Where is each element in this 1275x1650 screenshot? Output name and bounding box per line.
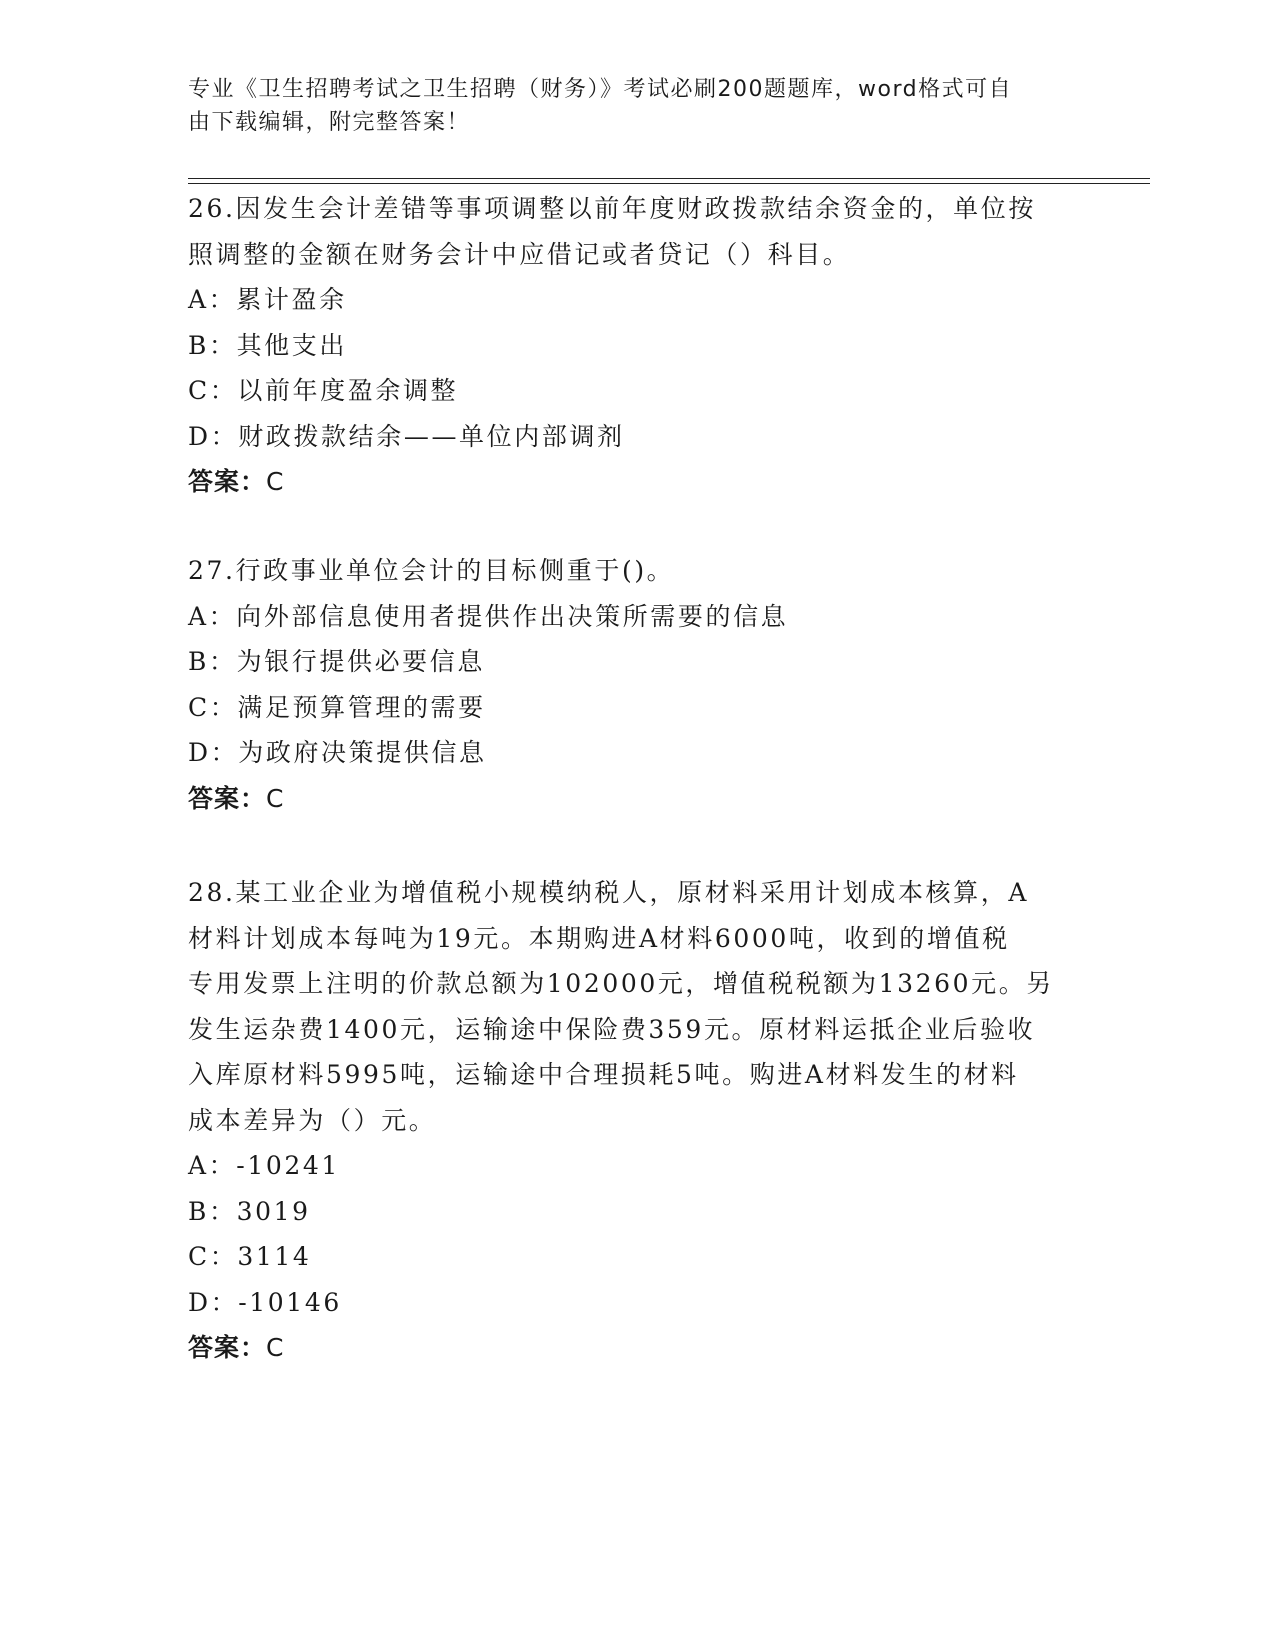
option-text: -10241 [236, 1151, 340, 1180]
option-b [188, 323, 1088, 369]
option-text: 向外部信息使用者提供作出决策所需要的信息 [236, 601, 789, 631]
option-key: B： [188, 1196, 237, 1226]
option-text: -10146 [238, 1287, 342, 1317]
option-key: A： [188, 285, 237, 314]
header-line-1: 专业《卫生招聘考试之卫生招聘（财务）》考试必刷200题题库，word格式可自 [188, 77, 1013, 102]
option-d [188, 730, 1088, 776]
answer [188, 776, 1088, 822]
option-d [188, 414, 1088, 460]
header-divider-bottom [188, 183, 1150, 184]
question-stem-line: 26.因发生会计差错等事项调整以前年度财政拨款结余资金的，单位按 [188, 194, 1036, 223]
question-28 [188, 870, 1088, 1371]
answer-label: 答案： [188, 783, 267, 813]
answer [188, 1325, 1088, 1371]
option-text: 财政拨款结余——单位内部调剂 [238, 421, 625, 451]
option-d [188, 1280, 1088, 1326]
question-stem-line: 材料计划成本每吨为19元。本期购进A材料6000吨，收到的增值税 [188, 923, 1010, 953]
option-key: B： [188, 647, 237, 676]
question-stem-line: 27.行政事业单位会计的目标侧重于()。 [188, 556, 675, 585]
option-text: 为政府决策提供信息 [238, 738, 487, 767]
option-text: 其他支出 [236, 330, 347, 360]
option-text: 为银行提供必要信息 [236, 647, 485, 676]
option-key: D： [188, 738, 239, 767]
option-key: C： [188, 376, 238, 405]
option-key: D： [188, 1287, 239, 1317]
option-text: 3114 [237, 1242, 312, 1271]
option-text: 满足预算管理的需要 [237, 692, 486, 722]
question-27 [188, 548, 1088, 821]
header-line-2: 由下载编辑，附完整答案！ [188, 110, 471, 135]
answer-value: C [266, 467, 285, 496]
question-stem-line: 28.某工业企业为增值税小规模纳税人，原材料采用计划成本核算，A [188, 878, 1030, 907]
option-c [188, 685, 1088, 731]
question-stem-line: 专用发票上注明的价款总额为102000元，增值税税额为13260元。另 [188, 969, 1054, 998]
answer-value: C [266, 783, 285, 813]
option-b [188, 1189, 1088, 1235]
question-stem-line: 发生运杂费1400元，运输途中保险费359元。原材料运抵企业后验收 [188, 1014, 1036, 1044]
header-divider-top [188, 178, 1150, 179]
option-b [188, 639, 1088, 685]
question-stem-line: 入库原材料5995吨，运输途中合理损耗5吨。购进A材料发生的材料 [188, 1060, 1019, 1089]
answer-value: C [266, 1333, 285, 1362]
option-c [188, 1234, 1088, 1280]
answer-label: 答案： [188, 1333, 267, 1362]
option-a [188, 594, 1088, 640]
option-text: 累计盈余 [236, 285, 347, 314]
option-key: C： [188, 1242, 238, 1271]
question-stem-line: 照调整的金额在财务会计中应借记或者贷记（）科目。 [188, 239, 851, 269]
option-key: A： [188, 1151, 237, 1180]
document-header [188, 73, 1068, 139]
question-stem-line: 成本差异为（）元。 [188, 1105, 437, 1135]
option-key: D： [188, 421, 239, 451]
option-key: B： [188, 330, 237, 360]
option-a [188, 277, 1088, 323]
question-26 [188, 186, 1088, 505]
option-key: A： [188, 601, 237, 631]
option-c [188, 368, 1088, 414]
option-a [188, 1143, 1088, 1189]
option-text: 以前年度盈余调整 [237, 376, 459, 405]
answer-label: 答案： [188, 467, 267, 496]
answer [188, 459, 1088, 505]
option-key: C： [188, 692, 238, 722]
option-text: 3019 [236, 1196, 311, 1226]
